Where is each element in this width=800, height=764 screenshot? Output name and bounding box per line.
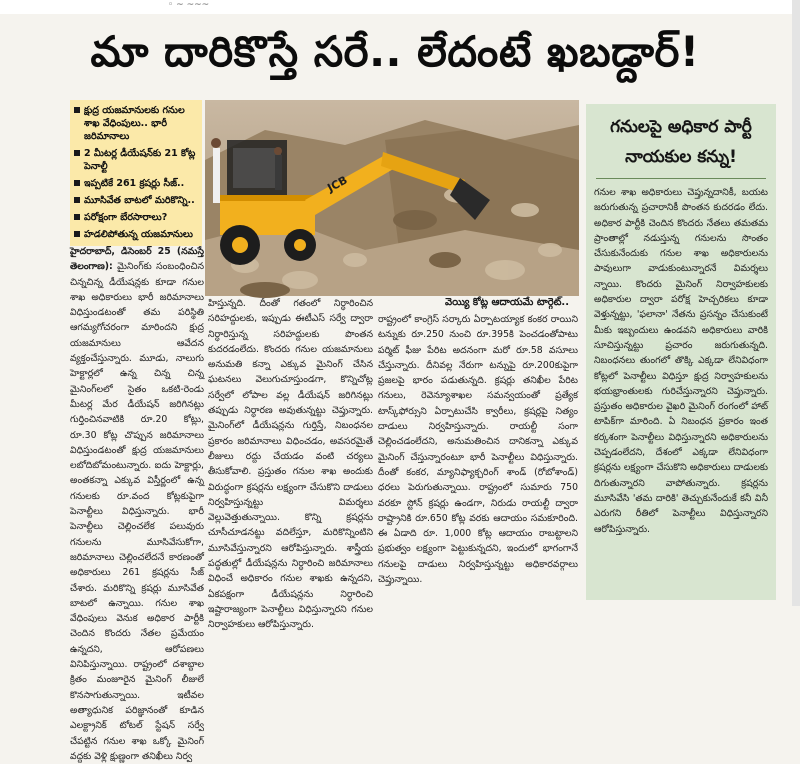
machine-label: JCB — [325, 173, 350, 195]
top-strip — [0, 0, 800, 14]
article-column-2 — [208, 296, 373, 631]
article-column-3 — [378, 312, 578, 604]
dateline: హైదరాబాద్‌, డిసెంబర్‌ 25 (నమస్తే తెలంగాణ): — [70, 246, 204, 273]
sidebar-box — [586, 104, 776, 600]
page-edge — [792, 0, 800, 606]
highlight-item: పరోక్షంగా బేరసారాలు? — [73, 211, 199, 224]
highlight-item: ఇప్పటికే 261 క్రషర్లు సీజ్‌.. — [73, 177, 199, 190]
column-3-text: రాష్ట్రంలో కాంగ్రెస్‌ సర్కారు ఏర్పాటయ్యాక కంకర రాయిని టన్నుకు రూ.250 నుంచి రూ.395కి పెంచడంతోపాటు పర్మిట్‌ ఫీజు పేరిట అదనంగా మరో రూ.58 వసూలు చేస్తున్నారు. దీనివల్ల నేరుగా టన్నుపై రూ.200కుపైగా ప్రజలపై భారం పడుతున్నది. క్రషర్లు తనిఖీల పేరిట గనులు, రెవెన్యూశాఖల సమన్వయంతో ప్రత్యేక టాస్క్‌ఫోర్సుని ఏర్పాటుచేసి క్వారీలు, క్రషర్లపై నిత్యం దాడులు నిర్వహిస్తున్నారు. రాయల్టీ సంగా చెల్లించడంలేదని, అనుమతించిన దానికన్నా ఎక్కువ మైనింగ్‌ చేస్తున్నారంటూ భారీ పెనాల్టీలు విధిస్తున్నారు. దీంతో కంకర, మ్యానిఫ్యాక్చరింగ్‌ శాండ్‌ (రోబోశాండ్‌) ధరలు పెరుగుతున్నాయి. రాష్ట్రంలో సుమారు 750 వరకూ స్టోన్‌ క్రషర్లు ఉండగా, నిరుడు రాయల్టీ ద్వారా రాష్ట్రానికి రూ.650 కోట్ల వరకు ఆదాయం సమకూరింది. ఈ ఏడాది రూ. 1,000 కోట్ల ఆదాయం రాబట్టాలని ప్రభుత్వం లక్ష్యంగా పెట్టుకున్నదని, ఇందులో భాగంగానే గనులపై దాడులు నిర్వహిస్తున్నట్టు అధికారవర్గాలు చెప్తున్నాయి. — [378, 314, 578, 586]
highlights-box — [70, 100, 202, 246]
jcb-excavator-photo — [205, 100, 579, 296]
headline: మా దారికొస్తే సరే.. లేదంటే ఖబడ్దార్‌! — [90, 27, 700, 76]
column-2-text: హిస్తున్నది. దీంతో గతంలో నిర్ధారించిన సరిహద్దులకు, ఇప్పుడు ఈటీఎస్‌ సర్వే ద్వారా నిర్ధారిస్తున్న సరిహద్దులకు పొంతన కుదరడంలేదు. కొందరు గనుల యజమానులు అనుమతి కన్నా ఎక్కువ మైనింగ్‌ చేసిన ఘటనలు వెలుగుచూస్తుండగా, కొన్నిచోట్ల సర్వేలో లోపాల వల్ల డీయేషన్‌ జరిగినట్లు తప్పుడు నిర్ధారణ అవుతున్నట్టు చెప్తున్నారు. మైనింగ్‌లో డీయేషన్లను గుర్తిస్తే, నిబంధనల ప్రకారం జరిమానాలు విధించడం, అవసరమైతే లీజులు రద్దు చేయడం వంటి చర్యలు తీసుకోవాలి. ప్రస్తుతం గనుల శాఖ అందుకు విరుద్ధంగా క్రషర్లను లక్ష్యంగా చేసుకొని దాడులు నిర్వహిస్తున్నట్టు విమర్శలు వెల్లువెత్తుతున్నాయి. కొన్ని క్రషర్లను చూసీచూడనట్టు వదిలేస్తూ, మరికొన్నింటిని మూసివేస్తున్నారని ఆరోపిస్తున్నారు. శాస్త్రీయ పద్ధతుల్లో డీయేషన్లను నిర్ధారించి జరిమానాలు విధించే అధికారం గనుల శాఖకు ఉన్నదని, ఏకపక్షంగా డీయేషన్లను నిర్ధారించి ఇష్టారాజ్యంగా పెనాల్టీలు విధిస్తున్నారని గనుల నిర్వాహకులు ఆరోపిస్తున్నారు. — [208, 298, 373, 631]
header-fragment: ◦ ~ ~~~ — [168, 0, 210, 10]
news-photo — [205, 100, 579, 296]
highlight-item: హడలిపోతున్న యజమానులు — [73, 228, 199, 241]
highlight-item: మూసివేత బాటలో మరికొన్ని.. — [73, 194, 199, 207]
highlight-item: 2 మీటర్ల డీయేషన్‌కు 21 కోట్ల పెనాల్టీ — [73, 147, 199, 173]
sidebar-text: గనుల శాఖ అధికారులు చెప్తున్నదానికీ, బయట జరుగుతున్న ప్రచారానికీ పొంతన కుదరడం లేదు. అధికార పార్టీకి చెందిన కొందరు నేతలు తమతమ ప్రాంతాల్లో నడుస్తున్న గనులను సొంతం చేసుకునేందుకు గనుల శాఖ అధికారులను పావులుగా వాడుకుంటున్నారనే విమర్శలు న్నాయి. కొందరు మైనింగ్‌ నిర్వాహకులకు అధికారుల ద్వారా పరోక్ష హెచ్చరికలు కూడా వెళ్తున్నట్టు, 'ఫలానా' నేతను ప్రసన్నం చేసుకుంటే మీకు ఇబ్బందులు ఉండవని అధికారులు వారికి సూచిస్తున్నట్టు ప్రచారం జరుగుతున్నది. నిబంధనలు తుంగలో తొక్కి ఎక్కడా లేనివిధంగా కోట్లలో పెనాల్టీలు విధిస్తూ క్షుద్ర నిర్వాహకులను భయభ్రాంతులకు గురిచేస్తున్నారని చెప్తున్నారు. ప్రస్తుతం అధికారుల వైఖరి మైనింగ్‌ రంగంలో హాట్‌ టాపిక్‌గా మారింది. ఏ నిబంధన ప్రకారం ఇంత కర్కశంగా పెనాల్టీలు విధిస్తున్నారని అధికారులను చెప్పడంలేదని, దేశంలో ఎక్కడా లేనివిధంగా క్రషర్లను లక్ష్యంగా చేసుకొని అధికారులు దాడులకు దిగుతున్నారని వాపోతున్నారు. క్రషర్లను మూసివేసి 'తమ దారికి' తెచ్చుకునేందుకే కనీ వినీ ఎరుగని రీతిలో పెనాల్టీలు విధిస్తున్నారని ఆరోపిస్తున్నారు. — [594, 187, 768, 535]
article-column-1 — [70, 244, 204, 762]
highlights-list — [70, 100, 202, 241]
photo-caption: వెయ్యి కోట్ల ఆదాయమే టార్గెట్‌.. — [445, 297, 570, 308]
highlight-item: క్షుద్ర యజమానులకు గనుల శాఖ వేధింపులు.. భారీ జరిమానాలు — [73, 104, 199, 143]
sidebar-heading: గనులపై అధికార పార్టీ నాయకుల కన్ను! — [596, 112, 766, 179]
column-1-text: మైనింగ్‌కు సంబంధించిన చిన్నచిన్న డీయేషన్లకు కూడా గనుల శాఖ అధికారులు భారీ జరిమానాలు విధిస్తుండటంతో తమ పరిస్థితి ఆగమ్యగోచరంగా మారిందని క్షుద్ర యజమానులు ఆవేదన వ్యక్తంచేస్తున్నారు. మూడు, నాలుగు హెక్టార్లలో ఉన్న చిన్న చిన్న మైనింగ్‌లలో సైతం ఒకటి-రెండు మీటర్ల మేర డీయేషన్‌ జరిగినట్లు గుర్తించినవాటికి రూ.20 కోట్లు, రూ.30 కోట్ల చొప్పున జరిమానాలు విధిస్తుండటంతో క్షుద్ర యజమానులు లబోదిబోమంటున్నారు. ఐదు హెక్టార్లు, అంతకన్నా ఎక్కువ విస్తీర్ణంలో ఉన్న గనులకు రూ.వంద కోట్లకుపైగా పెనాల్టీలు విధిస్తున్నారు. భారీ పెనాల్టీలు చెల్లించలేక పలువురు గనులను మూసివేసుకోగా, జరిమానాలు చెల్లించలేదనే కారణంతో అధికారులు 261 క్రషర్లను సీజ్‌ చేశారు. మరికొన్ని క్రషర్లు మూసివేత బాటలో ఉన్నాయి. గనుల శాఖ వేధింపులు వెనుక అధికార పార్టీకి చెందిన కొందరు నేతల ప్రమేయం ఉన్నదని, ఆరోపణలు వినిపిస్తున్నాయి. రాష్ట్రంలో దశాబ్దాల క్రితం మంజూరైన మైనింగ్‌ లీజులే కొనసాగుతున్నాయి. ఇటీవల అత్యాధునిక పరిజ్ఞానంతో కూడిన ఎలక్ట్రానిక్‌ టోటల్‌ స్టేషన్‌ సర్వే చేపట్టిన గనుల శాఖ ఒక్కో మైనింగ్‌ వద్దకు వెళ్లి క్షుణ్ణంగా తనిఖీలు నిర్వ — [70, 261, 204, 762]
